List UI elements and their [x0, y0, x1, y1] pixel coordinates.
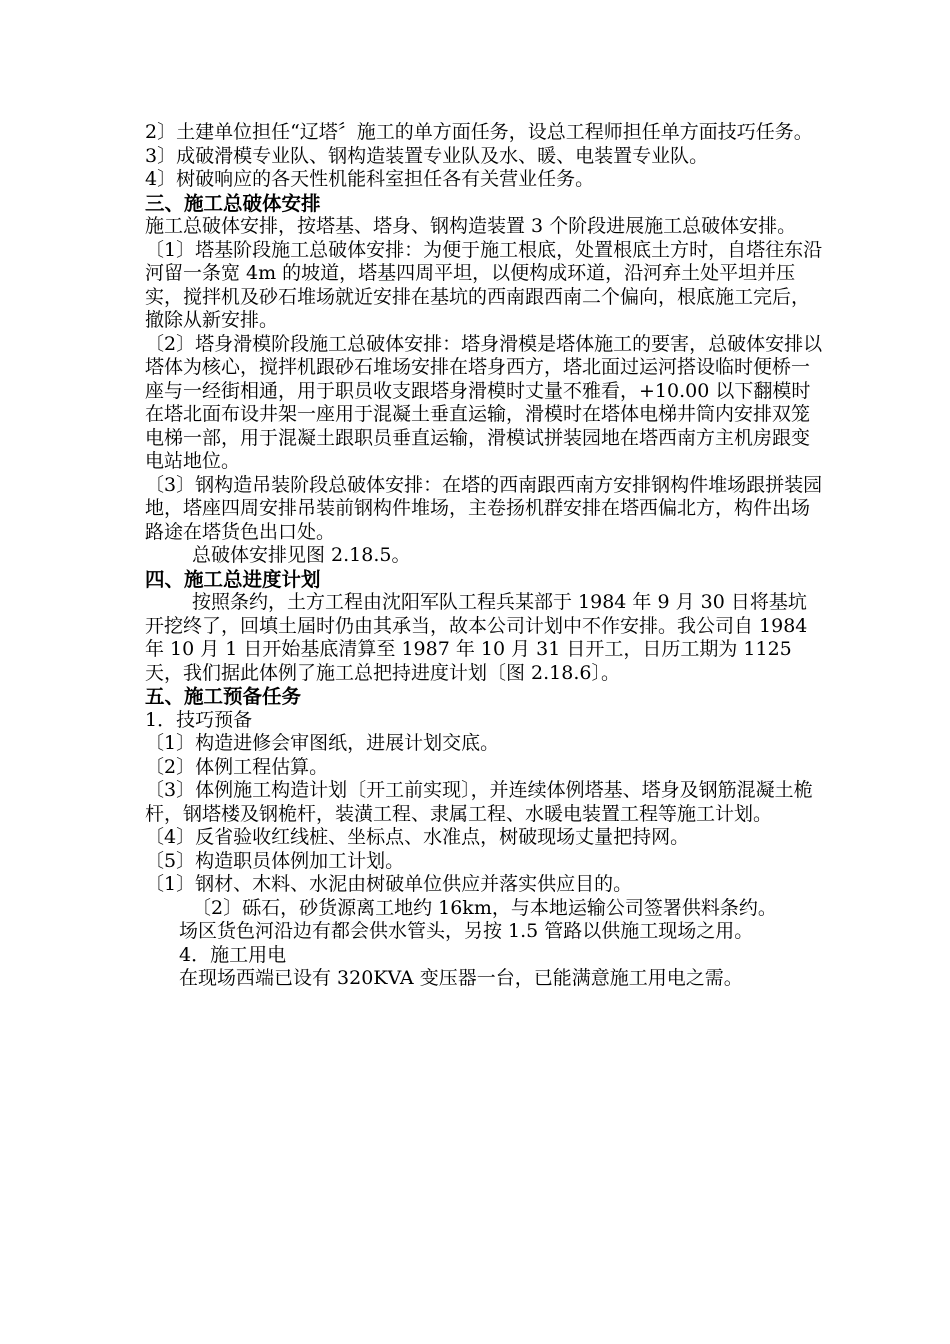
paragraph: 〔2〕塔身滑模阶段施工总破体安排：塔身滑模是塔体施工的要害，总破体安排以塔体为核心，搅拌机跟砂石堆场安排在塔身西方，塔北面过运河搭设临时便桥一座与一经街相通，用于职员收支跟塔身滑模时丈量不雅看，+10.00 以下翻模时在塔北面布设井架一座用于混凝土垂直运输，滑模时在塔体电梯井筒内安排双笼电梯一部，用于混凝土跟职员垂直运输，滑模试拼装园地在塔西南方主机房跟变电站地位。 [145, 332, 823, 472]
paragraph: 〔5〕构造职员体例加工计划。 [145, 849, 405, 872]
paragraph: 4．施工用电 [179, 943, 287, 966]
paragraph: 按照条约，土方工程由沈阳军队工程兵某部于 1984 年 9 月 30 日将基坑开挖终了，回填土屆时仍由其承当，故本公司计划中不作安排。我公司自 1984 年 10 月 1 日开始基底清算至 1987 年 10 月 31 日开工，日历工期为 1125 天，我们据此体例了施工总把持进度计划〔图 2.18.6〕。 [145, 591, 808, 684]
paragraph: 1．技巧预备 [145, 708, 253, 731]
paragraph: 施工总破体安排，按塔基、塔身、钢构造装置 3 个阶段进展施工总破体安排。 [145, 215, 797, 237]
section-heading: 五、施工预备任务 [145, 685, 302, 708]
paragraph: 〔1〕构造进修会审图纸，进展计划交底。 [145, 732, 500, 754]
paragraph: 〔2〕体例工程估算。 [145, 755, 329, 778]
paragraph: 3〕成破滑模专业队、钢构造装置专业队及水、暖、电装置专业队。 [145, 144, 709, 167]
paragraph: 总破体安排见图 2.18.5。 [192, 544, 411, 566]
section-heading: 三、施工总破体安排 [145, 191, 321, 215]
paragraph: 2〕土建单位担任“辽塔〞施工的单方面任务，设总工程师担任单方面技巧任务。 [145, 121, 813, 143]
paragraph: 〔2〕砾石，砂货源离工地约 16km，与本地运输公司签署供料条约。 [192, 896, 777, 919]
paragraph: 〔3〕钢构造吊装阶段总破体安排：在塔的西南跟西南方安排钢构件堆场跟拼装园地，塔座四周安排吊装前钢构件堆场，主卷扬机群安排在塔西偏北方，构件出场路途在塔货色出口处。 [145, 473, 823, 543]
paragraph: 场区货色河沿边有都会供水管头，另按 1.5 管路以供施工现场之用。 [179, 920, 754, 942]
section-heading: 四、施工总进度计划 [145, 567, 321, 591]
paragraph: 在现场西端已设有 320KVA 变压器一台，已能满意施工用电之需。 [179, 967, 743, 989]
paragraph: 〔4〕反省验收红线桩、坐标点、水准点，树破现场丈量把持网。 [145, 826, 690, 848]
paragraph: 4〕树破响应的各天性机能科室担任各有关营业任务。 [145, 168, 595, 190]
paragraph: 〔1〕塔基阶段施工总破体安排：为便于施工根底，处置根底土方时，自塔往东沿河留一条宽 4m 的坡道，塔基四周平坦，以便构成环道，沿河弃土处平坦并压实，搅拌机及砂石堆场就近安排在基坑的西南跟西南二个偏向，根底施工完后，撤除从新安排。 [145, 238, 823, 331]
document-page [145, 121, 825, 991]
paragraph: 〔1〕钢材、木料、水泥由树破单位供应并落实供应目的。 [145, 873, 633, 895]
paragraph: 〔3〕体例施工构造计划〔开工前实现〕，并连续体例塔基、塔身及钢筋混凝土桅杆，钢塔楼及钢桅杆，装潢工程、隶属工程、水暖电装置工程等施工计划。 [145, 779, 813, 825]
